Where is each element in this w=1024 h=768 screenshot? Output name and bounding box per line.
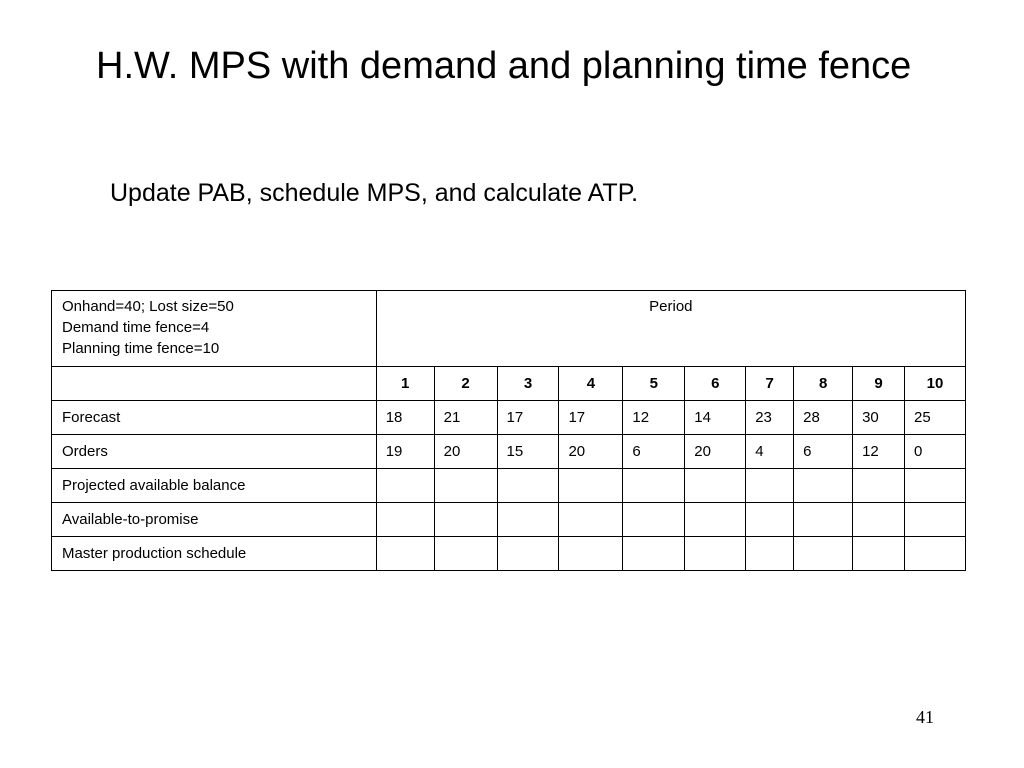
atp-cell [623, 503, 685, 537]
period-header: Period [376, 291, 965, 367]
page-number: 41 [916, 707, 934, 727]
forecast-cell: 23 [746, 401, 794, 435]
atp-cell [434, 503, 497, 537]
pab-cell [746, 469, 794, 503]
period-number: 3 [497, 367, 559, 401]
atp-cell [376, 503, 434, 537]
atp-cell [746, 503, 794, 537]
forecast-cell: 18 [376, 401, 434, 435]
pab-cell [853, 469, 905, 503]
orders-cell: 20 [685, 435, 746, 469]
mps-cell [434, 537, 497, 571]
pab-row [52, 469, 966, 503]
period-number: 4 [559, 367, 623, 401]
slide-subtitle: Update PAB, schedule MPS, and calculate ATP. [110, 179, 639, 207]
pab-cell [497, 469, 559, 503]
forecast-cell: 17 [559, 401, 623, 435]
forecast-cell: 30 [853, 401, 905, 435]
forecast-cell: 14 [685, 401, 746, 435]
forecast-cell: 12 [623, 401, 685, 435]
pab-cell [559, 469, 623, 503]
atp-cell [559, 503, 623, 537]
orders-cell: 20 [559, 435, 623, 469]
forecast-cell: 17 [497, 401, 559, 435]
row-label: Forecast [52, 401, 377, 435]
orders-cell: 6 [623, 435, 685, 469]
param-onhand: Onhand=40; Lost size=50 [62, 298, 234, 315]
mps-cell [905, 537, 966, 571]
mps-cell [794, 537, 853, 571]
pab-cell [794, 469, 853, 503]
forecast-cell: 28 [794, 401, 853, 435]
period-number: 1 [376, 367, 434, 401]
row-label: Orders [52, 435, 377, 469]
param-demand-fence: Demand time fence=4 [62, 319, 210, 336]
pab-cell [376, 469, 434, 503]
mps-table [51, 290, 966, 571]
orders-cell: 19 [376, 435, 434, 469]
mps-cell [497, 537, 559, 571]
params-cell [52, 291, 377, 367]
row-label: Projected available balance [52, 469, 377, 503]
row-label: Available-to-promise [52, 503, 377, 537]
param-planning-fence: Planning time fence=10 [62, 340, 220, 357]
params-row [52, 291, 966, 367]
period-number: 6 [685, 367, 746, 401]
atp-cell [497, 503, 559, 537]
pab-cell [434, 469, 497, 503]
mps-cell [376, 537, 434, 571]
period-number: 5 [623, 367, 685, 401]
forecast-cell: 25 [905, 401, 966, 435]
slide-title: H.W. MPS with demand and planning time fence [96, 45, 912, 87]
orders-cell: 20 [434, 435, 497, 469]
pab-cell [905, 469, 966, 503]
orders-cell: 15 [497, 435, 559, 469]
period-number: 7 [746, 367, 794, 401]
orders-cell: 0 [905, 435, 966, 469]
mps-cell [623, 537, 685, 571]
period-number: 2 [434, 367, 497, 401]
mps-cell [853, 537, 905, 571]
orders-cell: 6 [794, 435, 853, 469]
period-number: 8 [794, 367, 853, 401]
mps-cell [559, 537, 623, 571]
mps-row [52, 537, 966, 571]
atp-cell [853, 503, 905, 537]
period-numbers-row [52, 367, 966, 401]
orders-cell: 4 [746, 435, 794, 469]
mps-cell [746, 537, 794, 571]
atp-cell [794, 503, 853, 537]
atp-cell [905, 503, 966, 537]
row-label: Master production schedule [52, 537, 377, 571]
orders-row [52, 435, 966, 469]
atp-cell [685, 503, 746, 537]
period-number: 10 [905, 367, 966, 401]
orders-cell: 12 [853, 435, 905, 469]
forecast-row [52, 401, 966, 435]
atp-row [52, 503, 966, 537]
period-numbers-label [52, 367, 377, 401]
forecast-cell: 21 [434, 401, 497, 435]
pab-cell [623, 469, 685, 503]
period-number: 9 [853, 367, 905, 401]
mps-cell [685, 537, 746, 571]
pab-cell [685, 469, 746, 503]
